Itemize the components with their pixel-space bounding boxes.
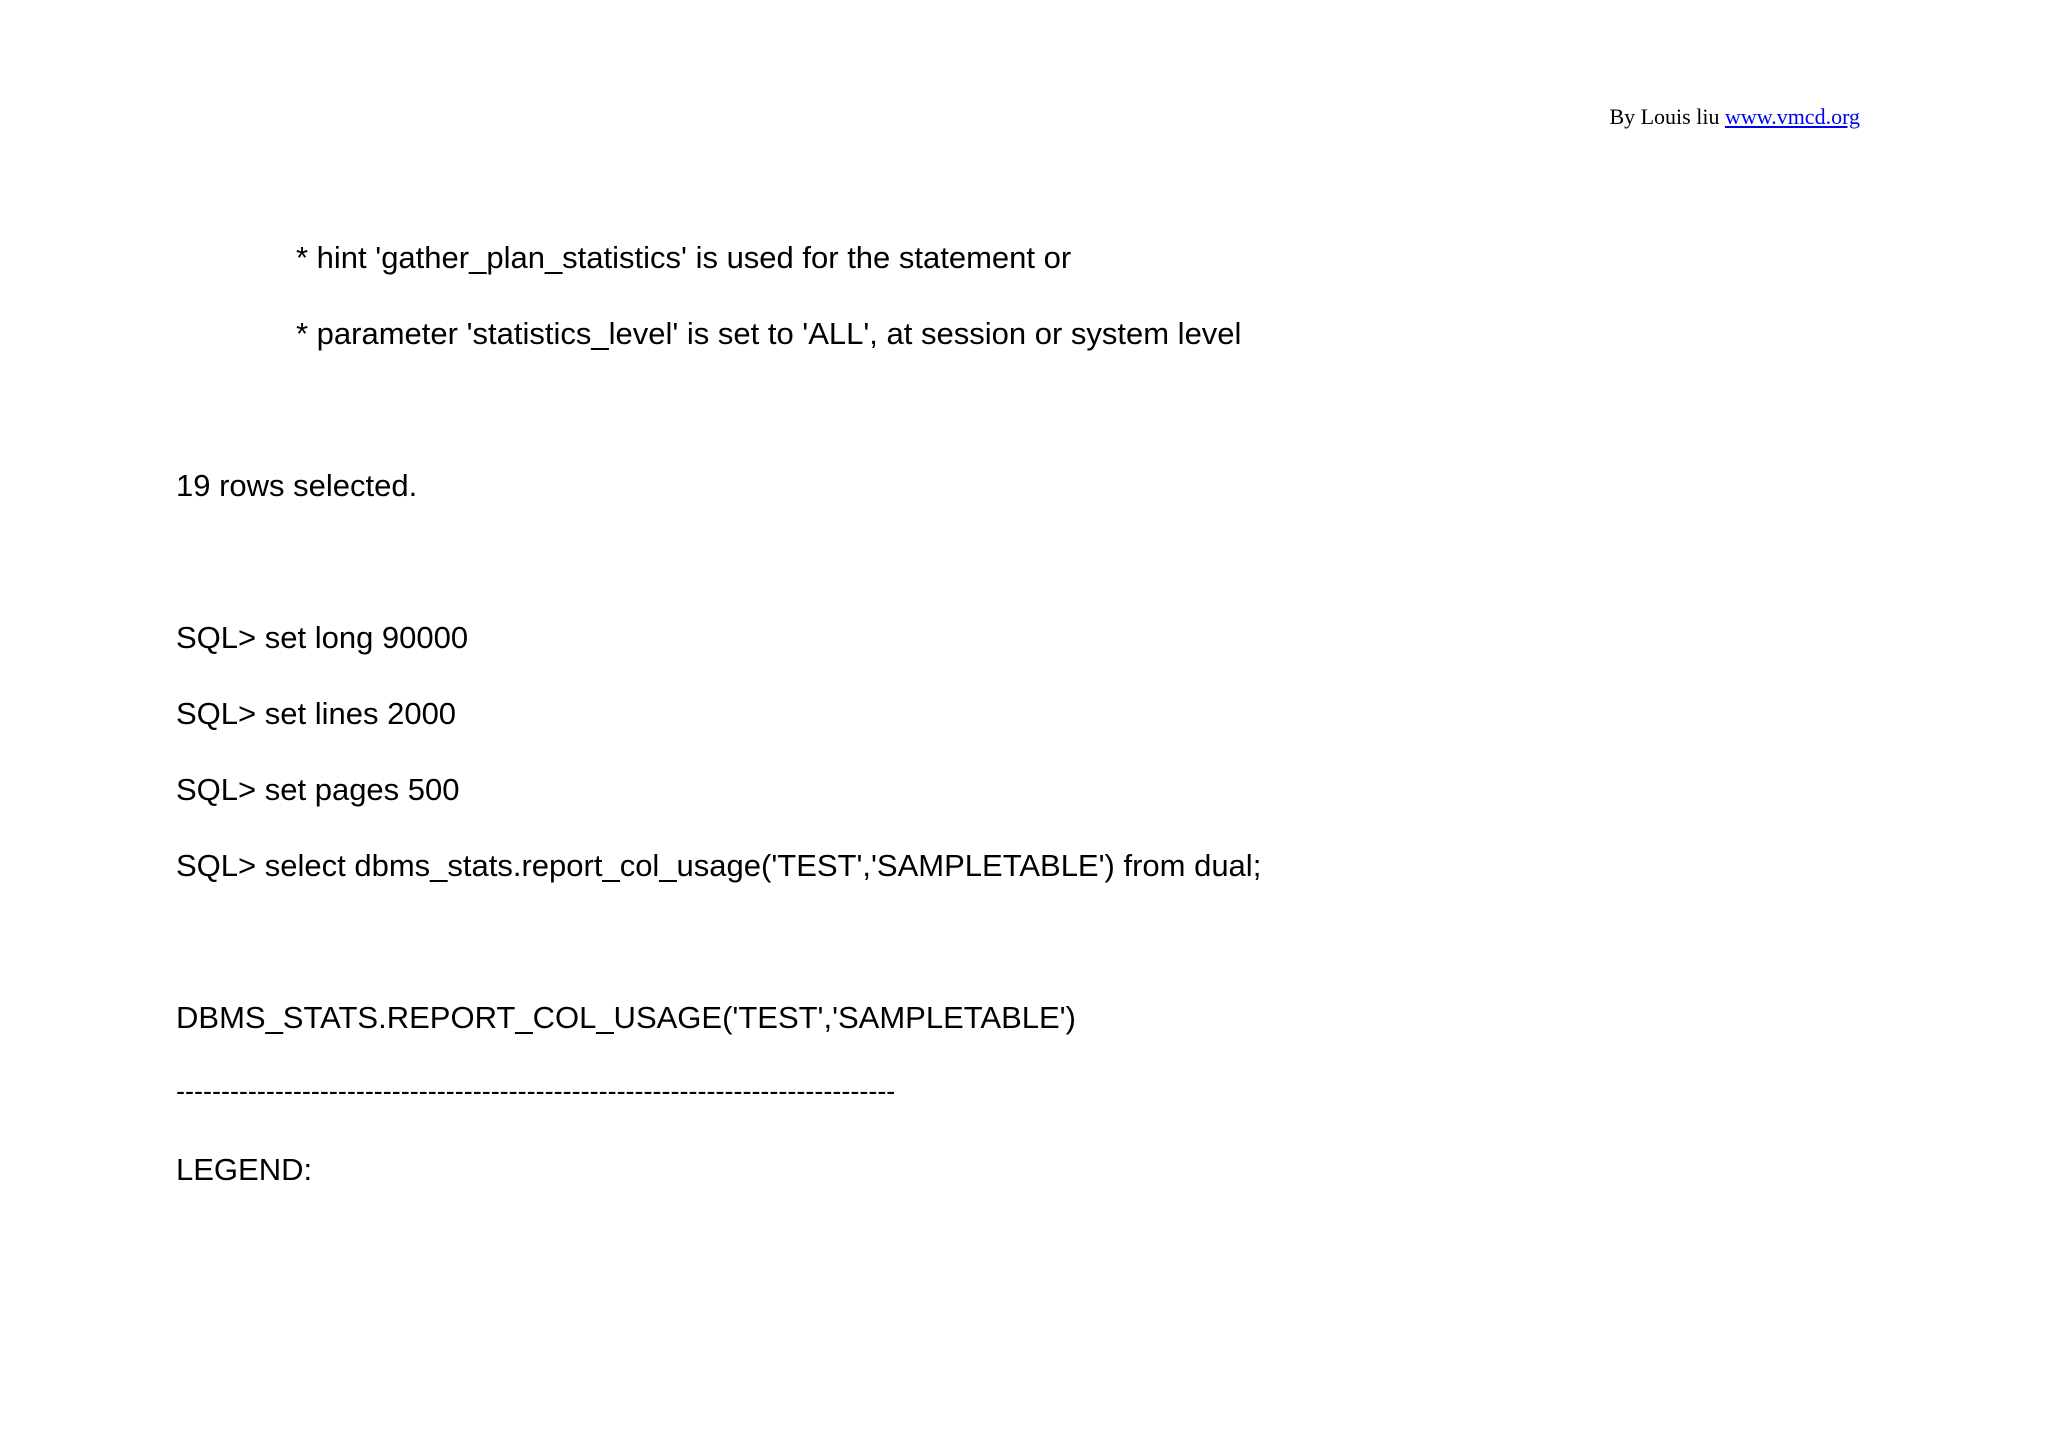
page-header	[1609, 104, 1860, 130]
result-separator: --------------------------------------------------------------------------------	[176, 1076, 896, 1106]
legend-label: LEGEND:	[176, 1152, 313, 1187]
hint-note-line: * hint 'gather_plan_statistics' is used for the statement or	[296, 240, 1072, 275]
result-column-header: DBMS_STATS.REPORT_COL_USAGE('TEST','SAMPLETABLE')	[176, 1000, 1076, 1035]
website-link[interactable]: www.vmcd.org	[1724, 104, 1860, 129]
author-text: By Louis liu	[1609, 104, 1720, 129]
sql-set-lines-line: SQL> set lines 2000	[176, 696, 457, 731]
sql-set-pages-line: SQL> set pages 500	[176, 772, 460, 807]
sql-select-line: SQL> select dbms_stats.report_col_usage('TEST','SAMPLETABLE') from dual;	[176, 848, 1262, 883]
parameter-note-line: * parameter 'statistics_level' is set to 'ALL', at session or system level	[296, 316, 1242, 351]
rows-selected-line: 19 rows selected.	[176, 468, 418, 503]
sql-set-long-line: SQL> set long 90000	[176, 620, 469, 655]
